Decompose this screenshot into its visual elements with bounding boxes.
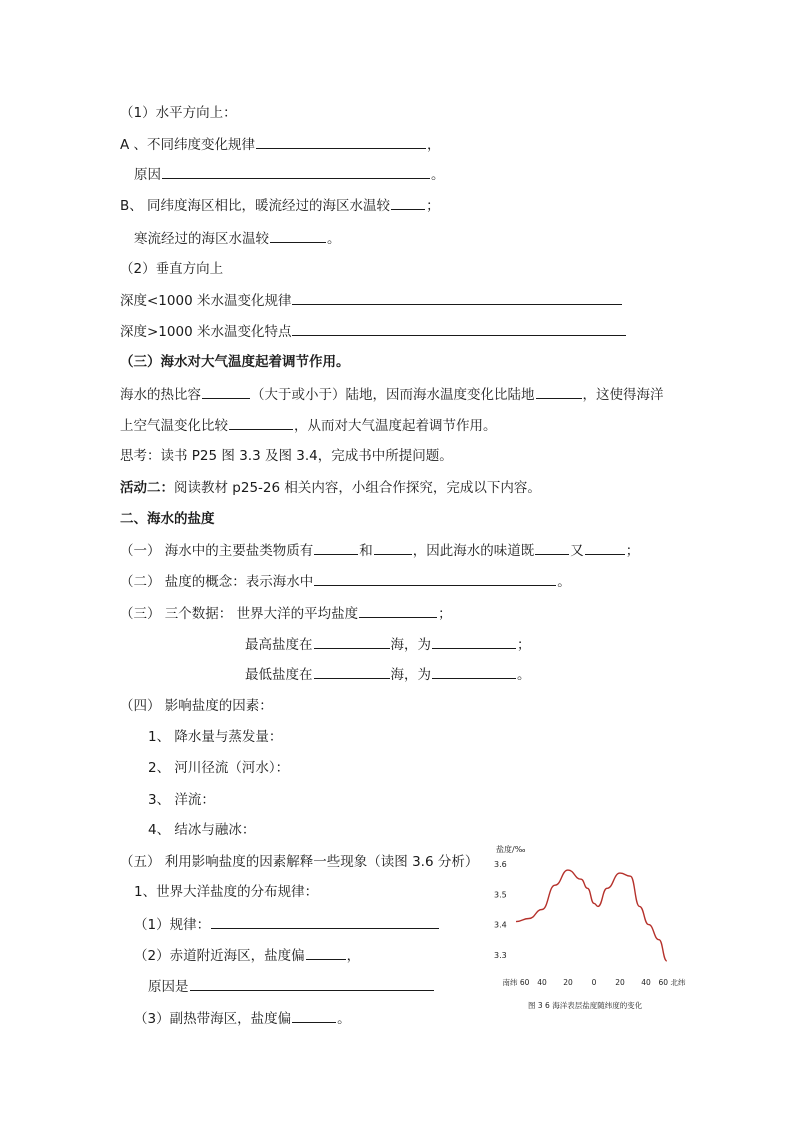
answer-blank[interactable] bbox=[391, 195, 425, 210]
text: ； bbox=[438, 606, 452, 622]
answer-blank[interactable] bbox=[162, 164, 430, 179]
text: 最低盐度在 bbox=[245, 667, 313, 683]
horizontal-heading: （1）水平方向上： bbox=[120, 105, 237, 121]
text: 。 bbox=[557, 574, 571, 590]
regulation-heading: （三）海水对大气温度起着调节作用。 bbox=[120, 354, 350, 370]
question-b-label: B、 同纬度海区相比，暖流经过的海区水温较 bbox=[120, 198, 391, 214]
text: 。 bbox=[337, 1011, 351, 1027]
answer-blank[interactable] bbox=[306, 945, 346, 960]
question-a-reason-row bbox=[134, 164, 445, 185]
salts-row bbox=[120, 540, 639, 561]
text: ，因此海水的味道既 bbox=[412, 543, 535, 559]
x-tick-label: 20 bbox=[615, 978, 625, 987]
text: 又 bbox=[570, 543, 584, 559]
answer-blank[interactable] bbox=[202, 384, 250, 399]
y-tick-label: 3.5 bbox=[494, 890, 507, 900]
text: ，这使得海洋 bbox=[582, 387, 664, 403]
answer-blank[interactable] bbox=[292, 290, 622, 305]
equator-reason-row bbox=[148, 976, 435, 997]
text: 原因是 bbox=[148, 979, 189, 995]
equator-row bbox=[134, 945, 360, 966]
cold-current-label: 寒流经过的海区水温较 bbox=[134, 231, 269, 247]
x-tick-label: 20 bbox=[563, 978, 573, 987]
factor-1: 1、 降水量与蒸发量： bbox=[148, 729, 283, 745]
text: （大于或小于）陆地，因而海水温度变化比陆地 bbox=[251, 387, 535, 403]
answer-blank[interactable] bbox=[190, 976, 434, 991]
chart-series bbox=[516, 870, 667, 961]
text: ； bbox=[625, 543, 640, 559]
text: 海，为 bbox=[390, 667, 431, 683]
depth-lt-label: 深度<1000 米水温变化规律 bbox=[120, 293, 292, 309]
answer-blank[interactable] bbox=[535, 540, 569, 555]
think-line: 思考：读书 P25 图 3.3 及图 3.4，完成书中所提问题。 bbox=[120, 448, 453, 464]
text: ， bbox=[346, 948, 361, 964]
factor-2: 2、 河川径流（河水）： bbox=[148, 760, 290, 776]
question-a-row bbox=[120, 134, 441, 155]
x-tick-label: 60 北纬 bbox=[658, 978, 686, 987]
factor-3: 3、 洋流： bbox=[148, 792, 215, 808]
chart-caption: 图 3 6 海洋表层盐度随纬度的变化 bbox=[528, 1001, 643, 1010]
question-b-row bbox=[120, 195, 440, 216]
text: （1）规律： bbox=[134, 917, 211, 933]
activity-line bbox=[120, 478, 541, 498]
text: 海水的热比容 bbox=[120, 387, 201, 403]
depth-lt-row bbox=[120, 290, 623, 311]
salinity-line bbox=[516, 870, 667, 961]
salinity-latitude-chart bbox=[484, 842, 706, 1014]
answer-blank[interactable] bbox=[432, 664, 516, 679]
distribution-heading: 1、世界大洋盐度的分布规律： bbox=[134, 884, 319, 900]
text: ，从而对大气温度起着调节作用。 bbox=[294, 418, 497, 434]
regulation-paragraph-line-1 bbox=[120, 384, 664, 405]
y-tick-label: 3.6 bbox=[494, 860, 507, 870]
reason-label: 原因 bbox=[134, 167, 161, 183]
answer-blank[interactable] bbox=[314, 571, 556, 586]
x-tick-labels bbox=[503, 977, 686, 987]
text: 最高盐度在 bbox=[245, 637, 313, 653]
answer-blank[interactable] bbox=[211, 914, 439, 929]
text: （一） 海水中的主要盐类物质有 bbox=[120, 543, 314, 559]
text: 。 bbox=[517, 667, 531, 683]
x-tick-label: 40 bbox=[537, 978, 547, 987]
vertical-heading: （2）垂直方向上 bbox=[120, 261, 224, 277]
factor-4: 4、 结冰与融冰： bbox=[148, 822, 256, 838]
x-tick-label: 0 bbox=[591, 978, 597, 987]
x-tick-label: 40 bbox=[641, 978, 651, 987]
answer-blank[interactable] bbox=[314, 664, 390, 679]
punctuation: 。 bbox=[431, 167, 445, 183]
y-tick-label: 3.4 bbox=[494, 920, 507, 930]
salinity-heading: 二、海水的盐度 bbox=[120, 511, 215, 527]
text: （2）赤道附近海区，盐度偏 bbox=[134, 948, 305, 964]
text: 海，为 bbox=[390, 637, 431, 653]
answer-blank[interactable] bbox=[314, 540, 358, 555]
text: ； bbox=[517, 637, 531, 653]
answer-blank[interactable] bbox=[536, 384, 582, 399]
punctuation: ， bbox=[427, 137, 441, 153]
answer-blank[interactable] bbox=[256, 134, 426, 149]
question-b-cold-row bbox=[134, 228, 341, 249]
answer-blank[interactable] bbox=[432, 634, 516, 649]
regulation-paragraph-line-2 bbox=[120, 415, 497, 436]
answer-blank[interactable] bbox=[359, 603, 437, 618]
average-salinity-row bbox=[120, 603, 452, 624]
answer-blank[interactable] bbox=[585, 540, 625, 555]
phenomena-heading: （五） 利用影响盐度的因素解释一些现象（读图 3.6 分析） bbox=[120, 854, 479, 870]
y-tick-labels bbox=[494, 860, 507, 960]
depth-gt-row bbox=[120, 321, 627, 342]
text: （三） 三个数据： 世界大洋的平均盐度 bbox=[120, 606, 359, 622]
y-tick-label: 3.3 bbox=[494, 950, 507, 960]
y-axis-label: 盐度/‰ bbox=[496, 845, 526, 854]
factors-heading: （四） 影响盐度的因素： bbox=[120, 698, 273, 714]
x-tick-label: 南纬 60 bbox=[502, 978, 530, 987]
rule-row bbox=[134, 914, 440, 935]
text: （3）副热带海区，盐度偏 bbox=[134, 1011, 292, 1027]
text: 上空气温变化比较 bbox=[120, 418, 228, 434]
min-salinity-row bbox=[245, 664, 531, 685]
answer-blank[interactable] bbox=[292, 321, 626, 336]
answer-blank[interactable] bbox=[270, 228, 326, 243]
salinity-concept-row bbox=[120, 571, 571, 592]
max-salinity-row bbox=[245, 634, 531, 655]
punctuation: ； bbox=[426, 198, 440, 214]
answer-blank[interactable] bbox=[292, 1008, 336, 1023]
depth-gt-label: 深度>1000 米水温变化特点 bbox=[120, 324, 292, 340]
answer-blank[interactable] bbox=[374, 540, 412, 555]
text: （二） 盐度的概念：表示海水中 bbox=[120, 574, 314, 590]
question-a-label: A 、不同纬度变化规律 bbox=[120, 137, 256, 153]
answer-blank[interactable] bbox=[314, 634, 390, 649]
activity-label: 活动二： bbox=[120, 480, 174, 496]
punctuation: 。 bbox=[327, 231, 341, 247]
text: 和 bbox=[359, 543, 373, 559]
answer-blank[interactable] bbox=[229, 415, 293, 430]
activity-text: 阅读教材 p25-26 相关内容，小组合作探究，完成以下内容。 bbox=[174, 480, 541, 496]
subtropic-row bbox=[134, 1008, 351, 1029]
